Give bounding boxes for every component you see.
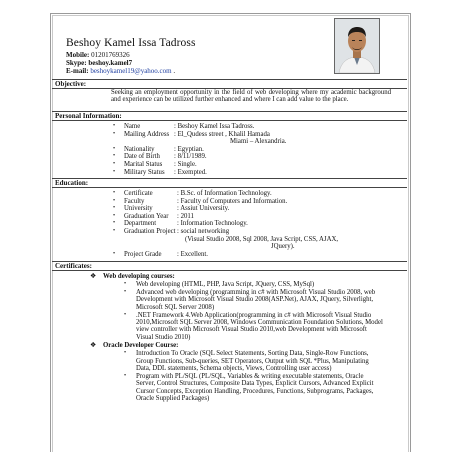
skype-value: beshoy.kamel7 [88,59,133,68]
bullet-icon: • [124,288,127,295]
bullet-icon: • [113,228,116,234]
education-key: Graduation Project [124,228,176,235]
education-row [124,190,272,198]
education-key: Certificate [124,190,153,197]
personal-value: : Exempted. [174,168,207,176]
bullet-icon: • [113,250,116,257]
education-row [124,251,208,259]
personal-title: Personal Information: [55,112,122,120]
course-item: Introduction To Oracle (SQL Select Statements, Sorting Data, Single-Row Functions, Group Functions, Sub-queries, SET Operators, Output with SQL *Plus, Manipulating Data, DDL statements, Schema objects, Views, Controlling user access) [136,350,369,372]
personal-value: Miami – Alexandria. [230,138,287,146]
bullet-icon: • [113,212,116,219]
bullet-icon: • [124,372,127,379]
section-rule [52,120,407,121]
education-value: : B.Sc. of Information Technology. [177,190,272,197]
personal-row [124,153,207,161]
profile-photo [334,18,380,74]
education-value: (Visual Studio 2008, Sql 2008, Java Script, CSS, AJAX, [185,235,339,243]
education-value: : Excellent. [177,250,208,258]
education-row [124,243,295,251]
personal-row [124,138,286,146]
education-row [124,236,338,244]
education-value: : social networking [177,228,230,235]
email-link[interactable]: beshoykamel19@yahoo.com [90,67,172,76]
education-row [124,228,229,236]
skype-label: Skype: [66,59,87,68]
section-rule [52,178,407,179]
course-item: Web developing (HTML, PHP, Java Script, JQuery, CSS, MySql) [136,281,315,288]
mobile-value: 01201769326 [91,51,130,59]
personal-row [124,131,270,139]
skype-line [66,59,336,67]
objective-text: Seeking an employment opportunity in the field of web developing where my academic background and experience can be utilized further enhanced and where I can add value to the place. [111,89,391,104]
education-value: : Faculty of Computers and Information. [177,197,288,205]
personal-value: : Beshoy Kamel Issa Tadross. [174,123,255,130]
education-key: University [124,205,153,213]
personal-value: : Egyptian. [174,145,204,153]
bullet-icon: • [113,168,116,175]
personal-row [124,146,204,154]
personal-row [124,169,207,177]
education-value: JQuery). [271,243,295,251]
email-line [66,67,336,75]
education-title: Education: [55,179,89,187]
education-row [124,198,287,206]
certificates-title: Certificates: [55,262,92,270]
education-key: Faculty [124,197,145,205]
personal-key: Nationality [124,145,155,153]
contact-block [66,51,336,76]
bullet-icon: • [113,220,116,227]
personal-key: Military Status [124,168,165,176]
mobile-line [66,51,336,59]
objective-title: Objective: [55,80,87,88]
email-label: E-mail: [66,67,89,76]
diamond-bullet-icon: ❖ [90,272,97,280]
bullet-icon: • [113,145,116,152]
section-rule [52,79,407,80]
bullet-icon: • [113,161,116,167]
personal-key: Name [124,123,141,130]
person-photo-icon [335,19,379,73]
education-value: : 2011 [177,212,194,220]
course-item: Advanced web developing (programming in c# with Microsoft Visual Studio 2008, web Development with Microsoft Visual Studio 2008(ASP.Net), AJAX, JQuery, Silverlight, Microsoft SQL Server 2008) [136,288,376,311]
personal-value: : El_Qudess street , Khalil Hamada [174,130,270,138]
personal-value: : 8/11/1989. [174,153,207,161]
course-item: .NET Framework 4.Web Application(programming in c# with Microsoft Visual Studio 2010,Microsoft SQL Server 2008, Windows Communication Foundation Solutions, Model view controller with Microsoft Visual Studio 2010,web Development with Microsoft Visual Studio 2010) [136,311,383,341]
education-key: Graduation Year [124,212,169,220]
bullet-icon: • [113,197,116,204]
education-key: Department [124,220,157,228]
education-value: : Assiut University. [177,205,230,213]
course-item: Program with PL/SQL (PL/SQL, Variables & writing executable statements, Oracle Server, Control Structures, Composite Data Types, Explicit Cursors, Advanced Explicit Cursor Concepts, Exception Handling, Procedures, Functions, Subprograms, Packages, Oracle Supplied Packages) [136,372,374,403]
section-rule [52,261,407,262]
bullet-icon: • [113,153,116,160]
personal-row [124,123,254,131]
resume-header [66,37,336,76]
bullet-icon: • [113,205,116,212]
course-heading: Oracle Developer Course: [103,342,179,350]
diamond-bullet-icon: ❖ [90,341,97,350]
candidate-name: Beshoy Kamel Issa Tadross [66,37,196,49]
education-value: : Information Technology. [177,220,248,228]
bullet-icon: • [124,311,127,318]
section-rule [52,270,407,271]
personal-value: : Single. [174,161,197,168]
education-row [124,213,194,221]
personal-key: Mailing Address [124,130,170,138]
bullet-icon: • [124,281,127,287]
education-row [124,205,229,213]
bullet-icon: • [113,130,116,137]
education-key: Project Grade [124,250,162,258]
personal-row [124,161,197,169]
bullet-icon: • [113,190,116,196]
education-row [124,220,248,228]
bullet-icon: • [124,350,127,357]
mobile-label: Mobile: [66,51,90,59]
bullet-icon: • [113,123,116,129]
section-rule [52,187,407,188]
personal-key: Marital Status [124,161,163,168]
personal-key: Date of Birth [124,153,160,161]
course-heading: Web developing courses: [103,273,175,280]
email-suffix: . [173,67,176,76]
